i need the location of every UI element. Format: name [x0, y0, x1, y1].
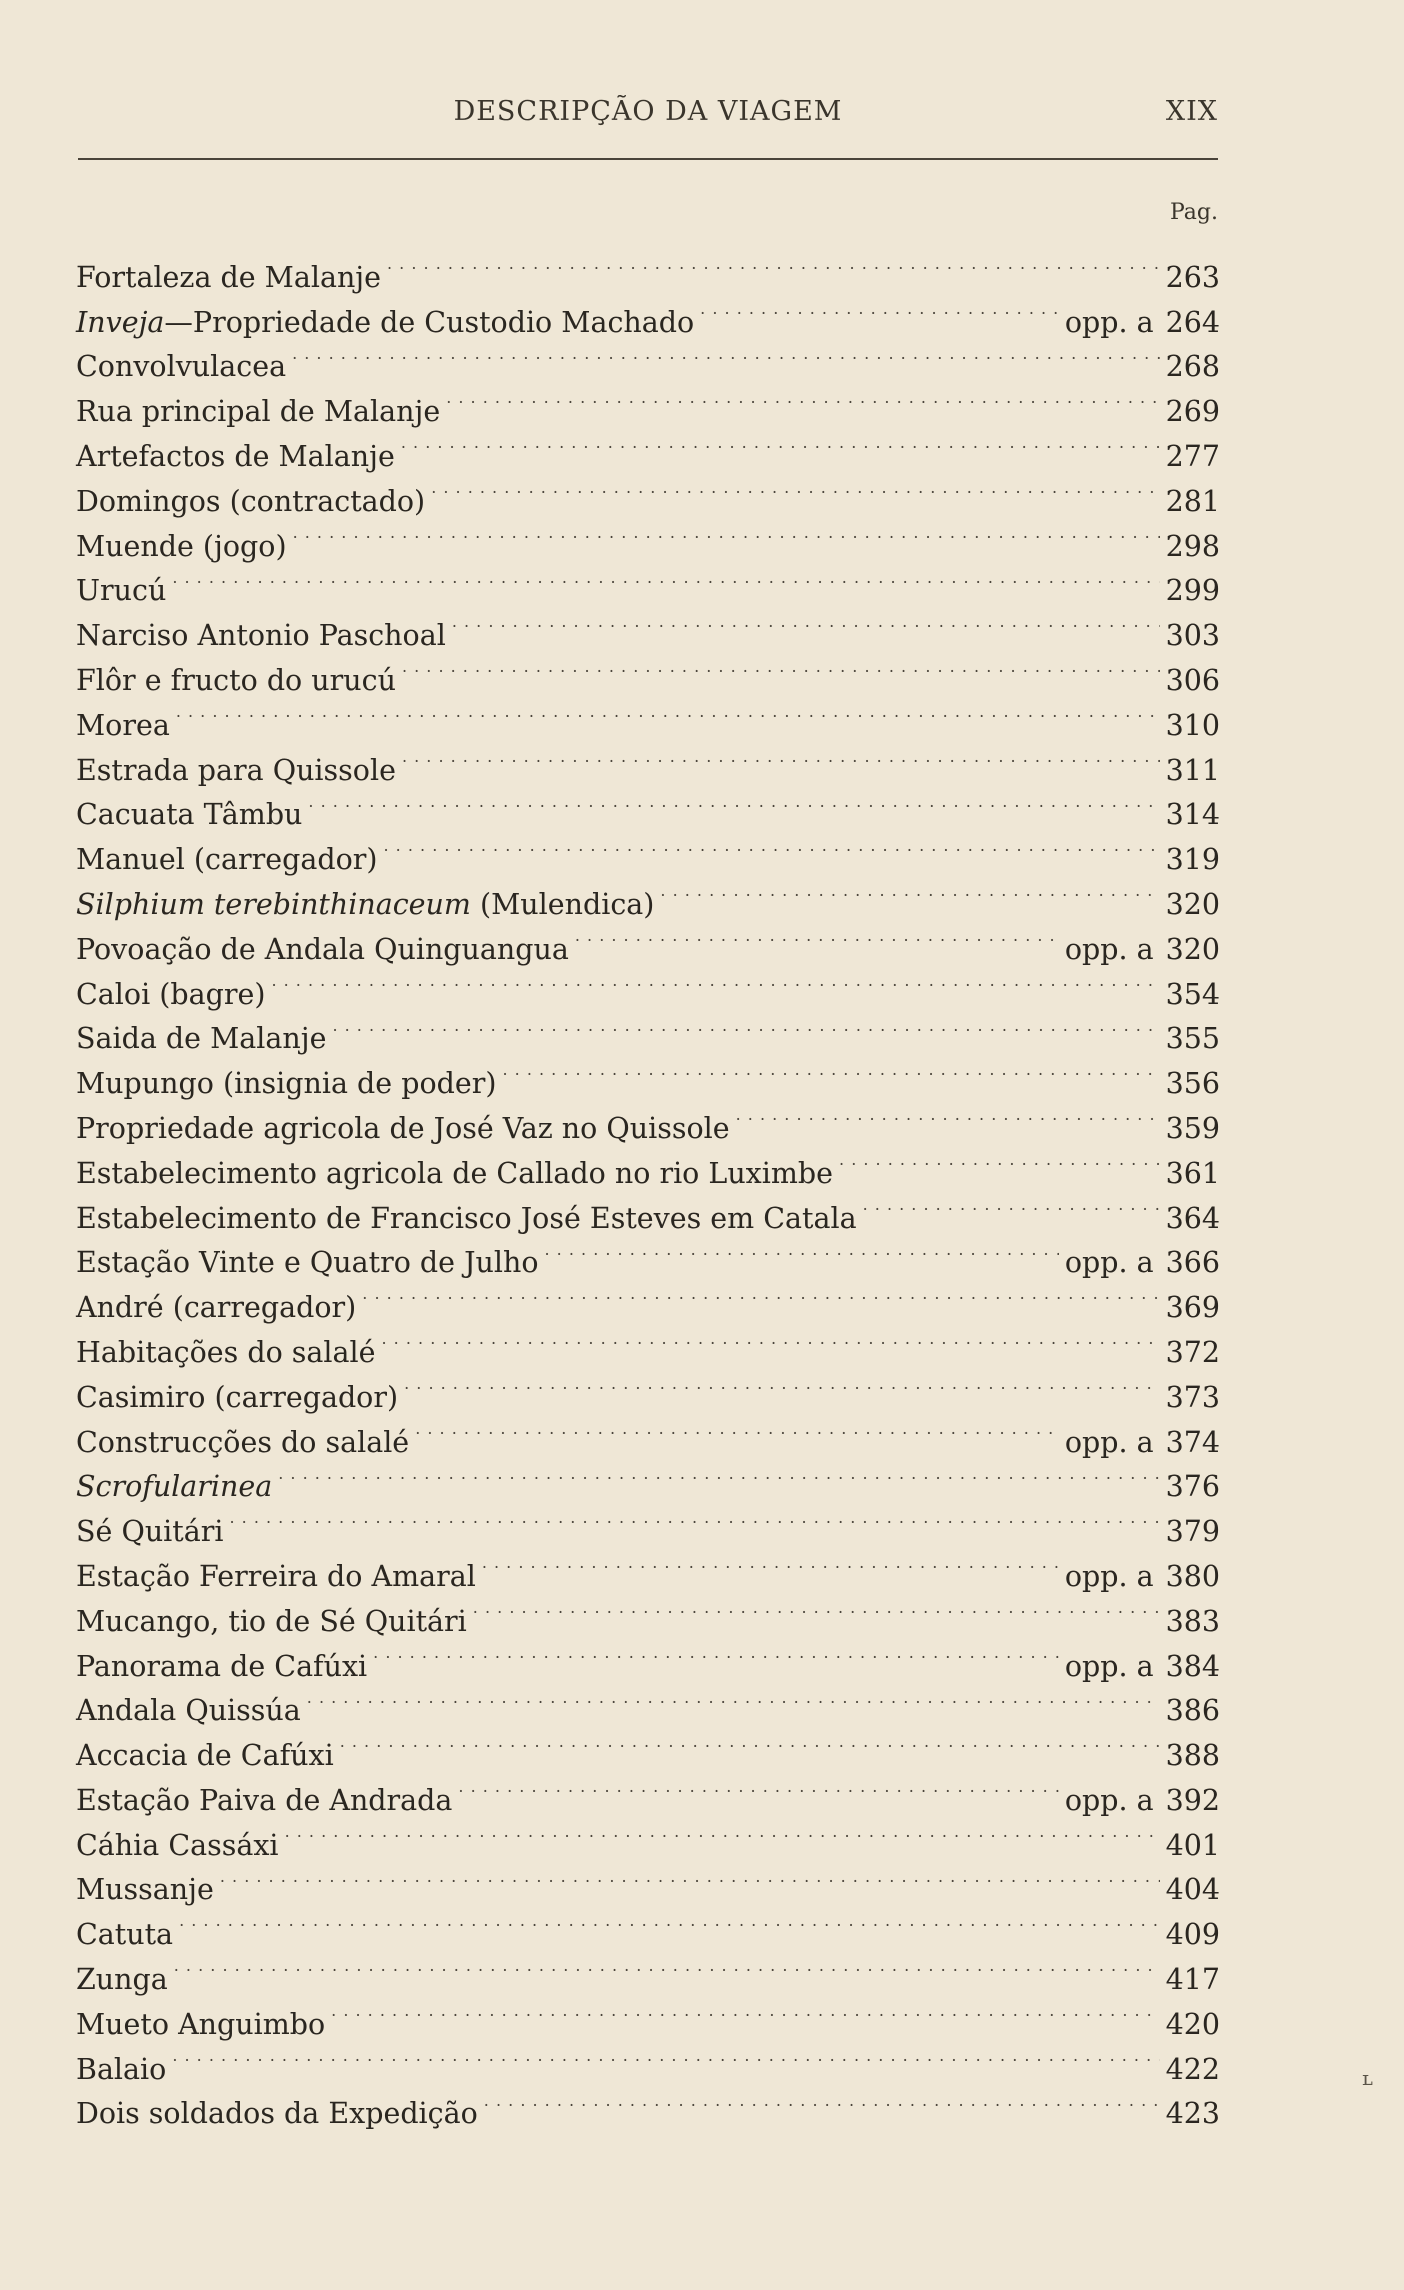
entry-label — [76, 1913, 173, 1958]
entry-label-text: Morea — [76, 708, 170, 742]
entry-label-text: Cacuata Tâmbu — [76, 798, 303, 832]
dot-leader — [502, 1048, 1159, 1093]
list-item — [76, 1944, 1220, 1997]
entry-label — [76, 838, 378, 883]
entry-label — [76, 614, 446, 659]
dot-leader — [404, 1362, 1160, 1407]
entry-label — [76, 704, 170, 749]
page-number: 386 — [1165, 1694, 1220, 1728]
page-folio: XIX — [1165, 96, 1218, 127]
entry-label-text: Domingos (contractado) — [76, 484, 426, 518]
entry-label-text: (Mulendica) — [470, 887, 655, 921]
list-item — [76, 2079, 1220, 2131]
opposite-marker: opp. a — [1064, 1649, 1154, 1683]
dot-leader — [660, 869, 1159, 914]
dot-leader — [431, 466, 1159, 511]
entry-label — [76, 1734, 334, 1779]
page-number: 420 — [1165, 2007, 1220, 2041]
dot-leader — [340, 1720, 1160, 1765]
dot-leader — [401, 421, 1160, 466]
list-item — [76, 1899, 1220, 1952]
entry-label — [76, 1376, 398, 1421]
entry-label-text: Muende (jogo) — [76, 529, 287, 563]
entry-label — [76, 1958, 168, 2003]
opposite-marker: opp. a — [1064, 1783, 1154, 1817]
entry-label — [76, 883, 654, 928]
entry-label-text: Estação Paiva de Andrada — [76, 1783, 453, 1817]
dot-leader — [278, 1452, 1159, 1497]
entry-label-text: Mueto Anguimbo — [76, 2007, 326, 2041]
entry-label — [76, 1689, 301, 1734]
entry-label-text: Construcções do salalé — [76, 1425, 410, 1459]
entry-label — [76, 1152, 833, 1197]
page-number: 392 — [1165, 1783, 1220, 1817]
page-number: 269 — [1165, 395, 1220, 429]
page-number: 361 — [1165, 1156, 1220, 1190]
dot-leader — [387, 242, 1160, 287]
header-rule — [78, 158, 1218, 160]
entry-label-text: Convolvulacea — [76, 350, 287, 384]
entry-label-text: Estabelecimento agricola de Callado no rio Luximbe — [76, 1156, 834, 1190]
page-number: 354 — [1165, 977, 1220, 1011]
entry-label-text: André (carregador) — [76, 1291, 357, 1325]
illustrations-list — [76, 242, 1220, 2131]
page-number: 303 — [1165, 619, 1220, 653]
dot-leader — [484, 2079, 1160, 2124]
dot-leader — [285, 1810, 1160, 1855]
dot-leader — [452, 600, 1160, 645]
opposite-marker: opp. a — [1064, 1425, 1154, 1459]
dot-leader — [458, 1765, 1058, 1810]
page-number: 355 — [1165, 1022, 1220, 1056]
entry-label — [76, 1331, 376, 1376]
page-number: 369 — [1165, 1291, 1220, 1325]
page-number: 404 — [1165, 1873, 1220, 1907]
margin-mark: ʟ — [1362, 2066, 1373, 2090]
list-item — [76, 1496, 1220, 1549]
running-header — [78, 96, 1218, 136]
page-number: 388 — [1165, 1739, 1220, 1773]
entry-label — [76, 256, 381, 301]
list-item — [76, 735, 1220, 787]
entry-label-italic: Silphium terebinthinaceum — [76, 887, 471, 921]
entry-label — [76, 1286, 356, 1331]
page-number: 374 — [1165, 1425, 1220, 1459]
entry-label-text: Mupungo (insignia de poder) — [76, 1067, 497, 1101]
list-item — [76, 556, 1220, 608]
dot-leader — [736, 1093, 1160, 1138]
entry-label-text: Estação Vinte e Quatro de Julho — [76, 1246, 539, 1280]
opposite-marker: opp. a — [1064, 1246, 1154, 1280]
page-number: 417 — [1165, 1963, 1220, 1997]
page-number: 401 — [1165, 1828, 1220, 1862]
entry-label — [76, 345, 286, 390]
dot-leader — [174, 1944, 1160, 1989]
dot-leader — [176, 690, 1160, 735]
entry-label — [76, 1510, 223, 1555]
dot-leader — [373, 1631, 1059, 1676]
dot-leader — [220, 1855, 1160, 1900]
entry-label-italic: Scrofularinea — [76, 1470, 273, 1504]
dot-leader — [332, 1004, 1159, 1049]
page-number: 299 — [1165, 574, 1220, 608]
dot-leader — [402, 645, 1160, 690]
page-number: 356 — [1165, 1067, 1220, 1101]
entry-label-text: Balaio — [76, 2052, 167, 2086]
entry-label-text: Catuta — [76, 1918, 174, 1952]
page-number: 380 — [1165, 1559, 1220, 1593]
entry-label-text: Saida de Malanje — [76, 1022, 327, 1056]
dot-leader — [331, 1989, 1159, 2034]
dot-leader — [292, 332, 1160, 377]
page-number: 383 — [1165, 1604, 1220, 1638]
dot-leader — [839, 1138, 1160, 1183]
entry-label-text: Estrada para Quissole — [76, 753, 396, 787]
page-number: 281 — [1165, 484, 1220, 518]
list-item — [76, 1855, 1220, 1907]
page-number: 422 — [1165, 2052, 1220, 2086]
page-number: 319 — [1165, 843, 1220, 877]
entry-label — [76, 973, 265, 1018]
page-number: 263 — [1165, 260, 1220, 294]
entry-label-text: Artefactos de Malanje — [76, 439, 395, 473]
entry-label-text: Casimiro (carregador) — [76, 1380, 399, 1414]
dot-leader — [293, 511, 1160, 556]
entry-label-text: Propriedade agricola de José Vaz no Quissole — [76, 1111, 730, 1145]
dot-leader — [482, 1541, 1059, 1586]
entry-label — [76, 1062, 496, 1107]
entry-label-text: Caloi (bagre) — [76, 977, 266, 1011]
entry-label-text: Cáhia Cassáxi — [76, 1828, 279, 1862]
page-number: 298 — [1165, 529, 1220, 563]
dot-leader — [229, 1496, 1159, 1541]
page-number: 268 — [1165, 350, 1220, 384]
entry-label-text: Zunga — [76, 1963, 168, 1997]
entry-label — [76, 793, 302, 838]
page-number: 320 — [1165, 887, 1220, 921]
list-item — [76, 600, 1220, 653]
entry-label-text: Estação Ferreira do Amaral — [76, 1559, 476, 1593]
list-item — [76, 1541, 1220, 1593]
list-item — [76, 690, 1220, 742]
dot-leader — [415, 1407, 1059, 1452]
dot-leader — [382, 1317, 1160, 1362]
pag-column-label: Pag. — [1169, 200, 1218, 225]
entry-label — [76, 435, 395, 480]
page-number: 264 — [1165, 305, 1220, 339]
entry-label-text: Urucú — [76, 574, 167, 608]
page-number: 379 — [1165, 1515, 1220, 1549]
entry-label-text: Panorama de Cafúxi — [76, 1649, 368, 1683]
list-item — [76, 1989, 1220, 2041]
page-number: 373 — [1165, 1380, 1220, 1414]
opposite-marker: opp. a — [1064, 305, 1154, 339]
dot-leader — [446, 376, 1159, 421]
dot-leader — [307, 1676, 1160, 1721]
page-number: 364 — [1165, 1201, 1220, 1235]
opposite-marker: opp. a — [1064, 932, 1154, 966]
entry-label — [76, 1107, 730, 1152]
entry-label-text: —Propriedade de Custodio Machado — [164, 305, 695, 339]
entry-label — [76, 1017, 326, 1062]
entry-label-text: Flôr e fructo do urucú — [76, 663, 396, 697]
list-item — [76, 242, 1220, 294]
entry-label-italic: Inveja — [76, 305, 165, 339]
entry-label-text: Accacia de Cafúxi — [76, 1739, 334, 1773]
entry-label-text: Rua principal de Malanje — [76, 395, 441, 429]
page-number: 423 — [1165, 2097, 1220, 2131]
entry-label-text: Povoação de Andala Quinguangua — [76, 932, 569, 966]
page-number: 314 — [1165, 798, 1220, 832]
opposite-marker: opp. a — [1064, 1559, 1154, 1593]
dot-leader — [179, 1899, 1160, 1944]
dot-leader — [402, 735, 1160, 780]
dot-leader — [271, 959, 1159, 1004]
entry-label — [76, 2048, 166, 2093]
entry-label — [76, 2092, 478, 2137]
entry-label — [76, 1555, 476, 1600]
dot-leader — [700, 287, 1059, 332]
page-number: 376 — [1165, 1470, 1220, 1504]
dot-leader — [545, 1228, 1059, 1273]
page-number: 409 — [1165, 1918, 1220, 1952]
page-number: 359 — [1165, 1111, 1220, 1145]
page-number: 277 — [1165, 439, 1220, 473]
page-number: 366 — [1165, 1246, 1220, 1280]
entry-label-text: Habitações do salalé — [76, 1335, 376, 1369]
dot-leader — [863, 1183, 1160, 1228]
dot-leader — [308, 780, 1159, 825]
dot-leader — [172, 556, 1159, 601]
entry-label-text: Andala Quissúa — [76, 1694, 301, 1728]
dot-leader — [362, 1272, 1159, 1317]
entry-label-text: Mussanje — [76, 1873, 214, 1907]
entry-label-text: Mucango, tio de Sé Quitári — [76, 1604, 467, 1638]
entry-label-text: Dois soldados da Expedição — [76, 2097, 478, 2131]
entry-label-text: Sé Quitári — [76, 1515, 224, 1549]
dot-leader — [172, 2034, 1159, 2079]
entry-label — [76, 569, 166, 614]
entry-label-text: Narciso Antonio Paschoal — [76, 619, 446, 653]
dot-leader — [384, 824, 1160, 869]
page-number: 320 — [1165, 932, 1220, 966]
page-number: 311 — [1165, 753, 1220, 787]
page-number: 372 — [1165, 1335, 1220, 1369]
dot-leader — [575, 914, 1059, 959]
list-item — [76, 2034, 1220, 2086]
page-number: 310 — [1165, 708, 1220, 742]
entry-label — [76, 390, 440, 435]
dot-leader — [473, 1586, 1160, 1631]
entry-label-text: Estabelecimento de Francisco José Esteves em Catala — [76, 1201, 857, 1235]
running-title: DESCRIPÇÃO DA VIAGEM — [453, 96, 843, 127]
page-number: 384 — [1165, 1649, 1220, 1683]
entry-label-text: Manuel (carregador) — [76, 843, 378, 877]
page-number: 306 — [1165, 663, 1220, 697]
entry-label-text: Fortaleza de Malanje — [76, 260, 381, 294]
